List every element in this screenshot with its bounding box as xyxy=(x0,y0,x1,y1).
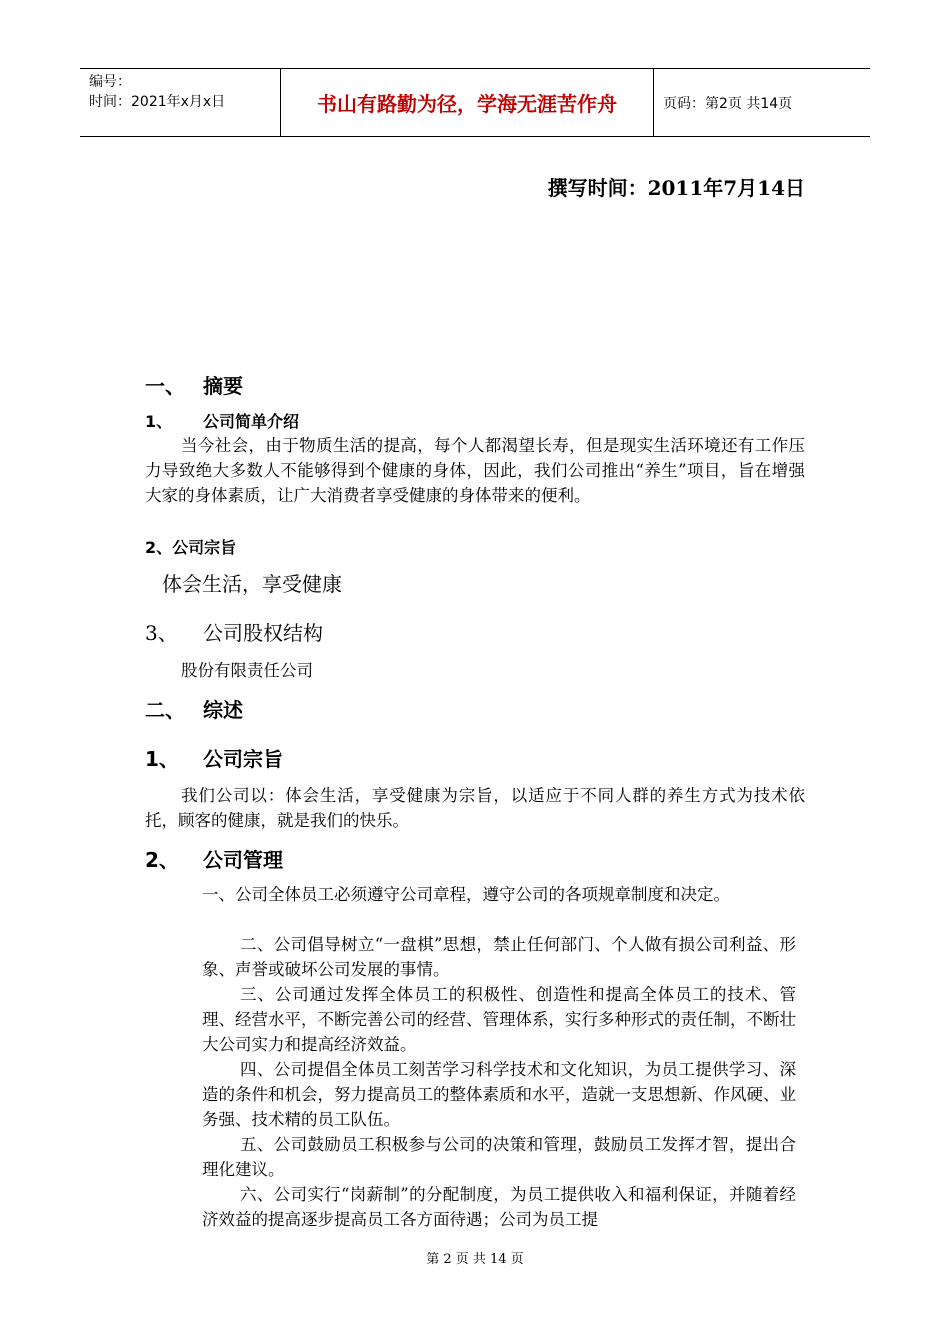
header-page-label: 页码：第2页 共14页 xyxy=(663,95,793,112)
section2-sub2-number: 2、 xyxy=(145,848,179,872)
section2-sub1-title: 公司宗旨 xyxy=(203,747,283,771)
section1-title: 摘要 xyxy=(203,374,243,398)
time-label: 时间：2021年x月x日 xyxy=(89,94,226,110)
section2-sub2-heading xyxy=(145,844,283,873)
management-item-1: 一、公司全体员工必须遵守公司章程，遵守公司的各项规章制度和决定。 xyxy=(202,885,730,904)
section2-sub2-title: 公司管理 xyxy=(203,848,283,872)
section1-sub1-title: 公司简单介绍 xyxy=(203,412,300,431)
section2-sub1-body: 我们公司以：体会生活，享受健康为宗旨，以适应于不同人群的养生方式为技术依托，顾客的健康，就是我们的快乐。 xyxy=(145,786,805,830)
management-item-5: 五、公司鼓励员工积极参与公司的决策和管理，鼓励员工发挥才智，提出合理化建议。 xyxy=(202,1135,796,1179)
management-item-6: 六、公司实行“岗薪制”的分配制度，为员工提供收入和福利保证，并随着经济效益的提高逐步提高员工各方面待遇；公司为员工提 xyxy=(202,1185,796,1229)
section2-number: 二、 xyxy=(145,698,185,722)
header-meta xyxy=(80,69,281,136)
section1-sub3-number: 3、 xyxy=(145,621,178,645)
section2-heading xyxy=(145,694,243,723)
section1-sub2-body: 体会生活，享受健康 xyxy=(162,572,342,596)
section1-sub2-heading: 2、公司宗旨 xyxy=(145,538,237,557)
section1-number: 一、 xyxy=(145,374,185,398)
section2-sub1-number: 1、 xyxy=(145,747,179,771)
page-footer: 第 2 页 共 14 页 xyxy=(426,1252,524,1267)
section1-sub1-heading xyxy=(145,409,299,432)
section1-sub3-title: 公司股权结构 xyxy=(203,621,323,645)
section1-sub3-heading xyxy=(145,617,323,646)
management-item-4: 四、公司提倡全体员工刻苦学习科学技术和文化知识，为员工提供学习、深造的条件和机会，努力提高员工的整体素质和水平，造就一支思想新、作风硬、业务强、技术精的员工队伍。 xyxy=(202,1060,796,1129)
section2-title: 综述 xyxy=(203,698,243,722)
section2-sub1-heading xyxy=(145,743,283,772)
section1-sub1-body: 当今社会，由于物质生活的提高，每个人都渴望长寿，但是现实生活环境还有工作压力导致绝大多数人不能够得到个健康的身体，因此，我们公司推出“养生”项目，旨在增强大家的身体素质，让广大消费者享受健康的身体带来的便利。 xyxy=(145,436,805,505)
section1-sub3-body: 股份有限责任公司 xyxy=(181,661,313,680)
written-time: 撰写时间：2011年7月14日 xyxy=(547,176,805,200)
management-item-3: 三、公司通过发挥全体员工的积极性、创造性和提高全体员工的技术、管理、经营水平，不断完善公司的经营、管理体系，实行多种形式的责任制，不断壮大公司实力和提高经济效益。 xyxy=(202,985,796,1054)
section1-sub1-number: 1、 xyxy=(145,412,173,431)
management-item-2: 二、公司倡导树立“一盘棋”思想，禁止任何部门、个人做有损公司利益、形象、声誉或破坏公司发展的事情。 xyxy=(202,935,796,979)
page-header xyxy=(80,68,870,137)
number-label: 编号： xyxy=(89,74,131,90)
section1-heading xyxy=(145,370,243,399)
header-motto: 书山有路勤为径，学海无涯苦作舟 xyxy=(281,69,654,136)
